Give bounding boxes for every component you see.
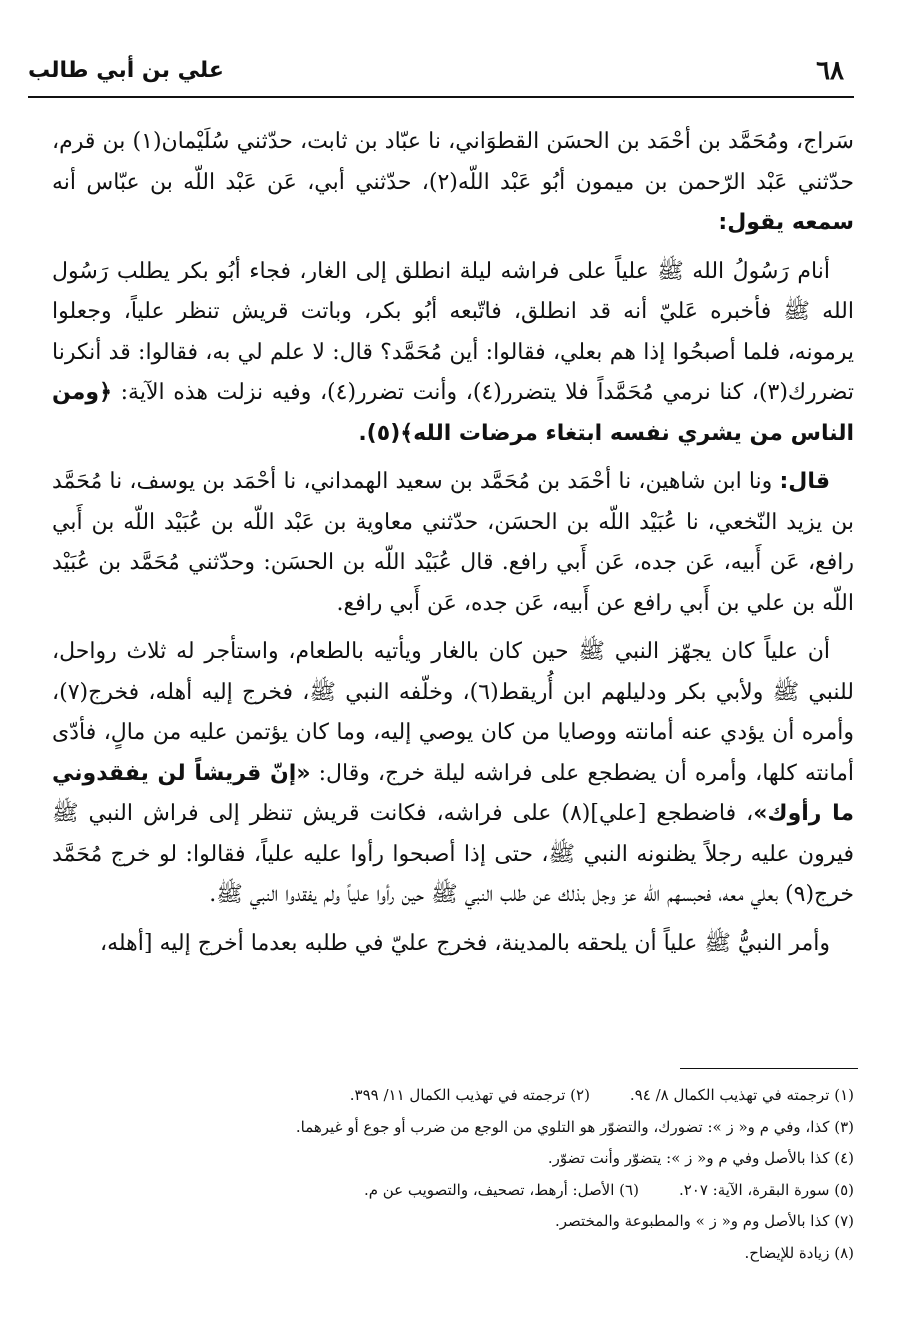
footnote-line bbox=[120, 1238, 854, 1270]
footnote-separator bbox=[680, 1068, 858, 1069]
paragraph-3-label: قال: bbox=[779, 469, 831, 494]
paragraph-2-text: أنام رَسُولُ الله ﷺ علياً على فراشه ليلة انطلق إلى الغار، فجاء أبُو بكر يطلب رَسُول الله ﷺ فأخبره عَليّ أنه قد انطلق، فاتّبعه أبُو بكر، وباتت قريش تنظر علياً، وجعلوا يرمونه، فلما أصبحُوا إذا هم بعلي، فقالوا: أين مُحَمَّد؟ قال: لا علم لي به، فقالوا: قد أنكرنا تضررك(٣)، كنا نرمي مُحَمَّداً فلا يتضرر(٤)، وأنت تضرر(٤)، وفيه نزلت هذه الآية: bbox=[52, 258, 854, 405]
footnote-4: (٤) كذا بالأصل وفي م و« ز »: يتضوّر وأنت تضوّر. bbox=[547, 1149, 854, 1167]
footnote-1: (١) ترجمته في تهذيب الكمال ٨/ ٩٤. bbox=[629, 1086, 854, 1104]
paragraph-3-text: ونا ابن شاهين، نا أحْمَد بن مُحَمَّد بن سعيد الهمداني، نا أحْمَد بن يوسف، نا مُحَمَّد بن يزيد النّخعي، نا عُبَيْد اللّه بن الحسَن، حدّثني معاوية بن عَبْد اللّه بن عُبَيْد اللّه بن أَبي رافع، عَن أَبيه، عَن جده، عَن أَبي رافع. قال عُبَيْد اللّه بن الحسَن: وحدّثني مُحَمَّد بن عُبَيْد اللّه بن علي بن أَبي رافع عن أَبيه، عَن جده، عَن أَبي رافع. bbox=[52, 469, 854, 616]
footnote-line bbox=[120, 1143, 854, 1175]
paragraph-2 bbox=[52, 252, 854, 455]
footnote-8: (٨) زيادة للإيضاح. bbox=[744, 1243, 854, 1262]
paragraph-1-tail: سمعه يقول: bbox=[718, 210, 854, 235]
running-title: علي بن أبي طالب bbox=[28, 58, 224, 83]
footnote-line bbox=[120, 1175, 854, 1207]
footnote-5: (٥) سورة البقرة، الآية: ٢٠٧. bbox=[678, 1180, 854, 1199]
paragraph-5-text: وأمر النبيُّ ﷺ علياً أن يلحقه بالمدينة، فخرج عليّ في طلبه بعدما أخرج إليه [أهله، bbox=[99, 930, 830, 956]
footnote-6: (٦) الأصل: أرهط، تصحيف، والتصويب عن م. bbox=[363, 1180, 639, 1199]
footnote-line bbox=[120, 1112, 854, 1144]
page-header bbox=[28, 52, 854, 98]
footnotes bbox=[120, 1080, 854, 1269]
paragraph-1 bbox=[52, 122, 854, 244]
footnote-7: (٧) كذا بالأصل وم و« ز » والمطبوعة والمختصر. bbox=[554, 1212, 854, 1230]
paragraph-3 bbox=[52, 462, 854, 624]
paragraph-4-text-b: ، فاضطجع [علي](٨) على فراشه، فكانت قريش تنظر إلى فراش النبي ﷺ فيرون عليه رجلاً يظنونه النبي ﷺ، حتى إذا أصبحوا رأوا عليه علياً، فقالوا: لو خرج مُحَمَّد خرج(٩) بعلي معه، فحبسهم الله عز وجل بذلك عن طلب النبي ﷺ حين رأوا علياً ولم يفقدوا النبي ﷺ. bbox=[52, 801, 854, 907]
paragraph-4-text-a: أن علياً كان يجهّز النبي ﷺ حين كان بالغار ويأتيه بالطعام، واستأجر له ثلاث رواحل، للنبي ﷺ ولأبي بكر ودليلهم ابن أُريقط(٦)، وخلّفه النبي ﷺ، فخرج إليه أهله، فخرج(٧)، وأمره أن يؤدي عنه أمانته ووصايا من كان يوصي إليه، وما كان يؤتمن عليه من مالٍ، فأدّى أمانته كلها، وأمره أن يضطجع على فراشه ليلة خرج، وقال: bbox=[52, 639, 855, 786]
footnote-line bbox=[120, 1080, 854, 1112]
quran-verse: ﴿ومن الناس من يشري نفسه ابتغاء مرضات الله﴾(٥). bbox=[52, 380, 854, 446]
paragraph-4 bbox=[52, 632, 854, 916]
main-text bbox=[52, 122, 854, 972]
paragraph-5 bbox=[52, 924, 854, 965]
footnote-3: (٣) كذا، وفي م و« ز »: تضورك، والتضوّر هو التلوي من الوجع من ضرب أو جوع أو غيرهما. bbox=[295, 1117, 854, 1136]
footnote-2: (٢) ترجمته في تهذيب الكمال ١١/ ٣٩٩. bbox=[349, 1086, 590, 1104]
paragraph-4-quote: «إنّ قريشاً لن يفقدوني ما رأوك» bbox=[52, 760, 855, 826]
page-number: ٦٨ bbox=[816, 56, 844, 86]
footnote-line bbox=[120, 1206, 854, 1238]
paragraph-1-text: سَراج، ومُحَمَّد بن أحْمَد بن الحسَن القطوَاني، نا عبّاد بن ثابت، حدّثني سُلَيْمان(١) بن قرم، حدّثني عَبْد الرّحمن بن ميمون أبُو عَبْد اللّه(٢)، حدّثني أبي، عَن عَبْد اللّه بن عبّاس أنه bbox=[52, 129, 854, 195]
